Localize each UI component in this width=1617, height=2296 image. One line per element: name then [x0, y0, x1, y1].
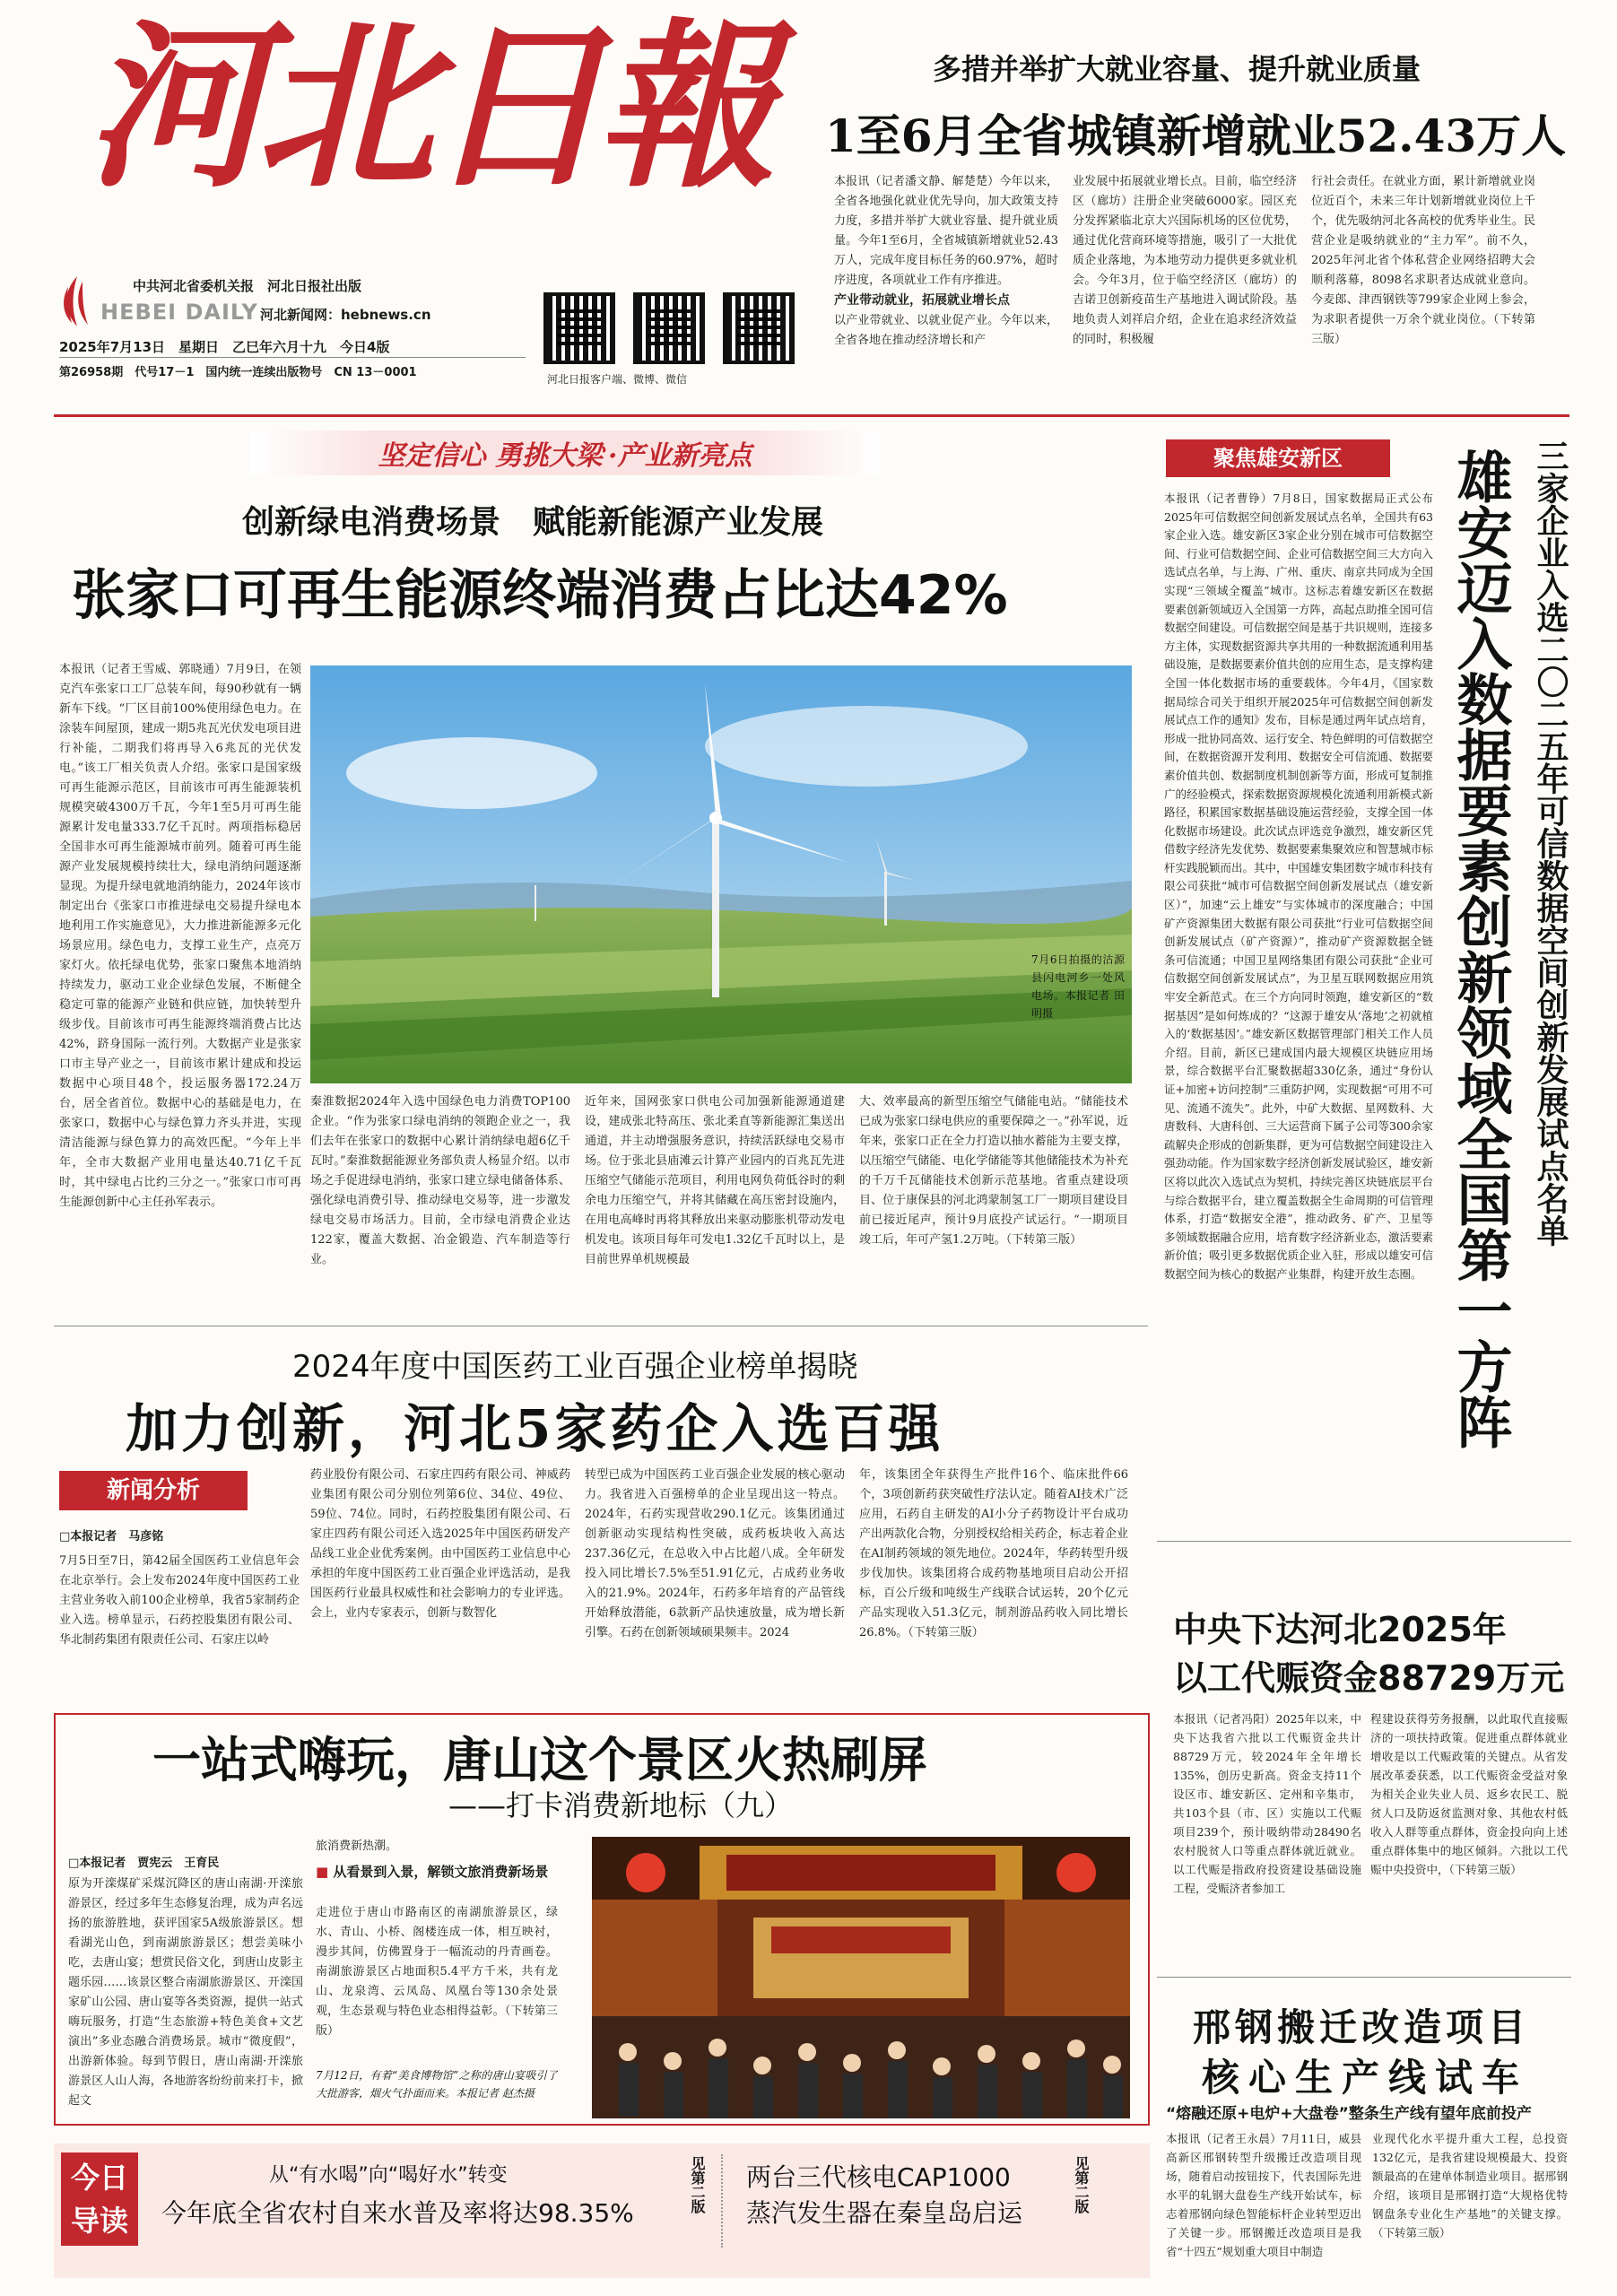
- series-banner: [251, 430, 879, 475]
- tangshan-col1: 原为开滦煤矿采煤沉降区的唐山南湖·开滦旅游景区，经过多年生态修复治理，成为声名远扬的旅游胜地，获评国家5A级旅游景区。想看湖光山色，到南湖旅游景区；想尝美味小吃，去唐山宴；想赏民俗文化，到唐山皮影主题乐园……该景区整合南湖旅游景区、开滦国家矿山公园、唐山宴等各类资源，提供一站式嗨玩服务，打造“生态旅游+特色美食+文艺演出”多业态融合消费场景。城市“微度假”，出游新体验。每到节假日，唐山南湖·开滦旅游景区人山人海，各地游客纷纷前来打卡，掀起文: [68, 1877, 303, 2108]
- guide-tag-line1: 今日: [70, 2161, 128, 2195]
- series-slogan: 坚定信心 勇挑大梁: [378, 440, 603, 472]
- masthead-title: 河北日報: [85, 2, 768, 213]
- guide-tag: [61, 2152, 138, 2246]
- tangshan-col2: 走进位于唐山市路南区的南湖旅游景区，绿水、青山、小桥、阁楼连成一体，相互映衬，漫步其间，仿佛置身于一幅流动的丹青画卷。南湖旅游景区占地面积5.4平方千米，共有龙山、龙泉湾、云凤岛、凤凰台等130余处景观，生态景观与特色业态相得益彰。（下转第三版）: [316, 1906, 558, 2038]
- steel-col2: 业现代化水平提升重大工程，总投资132亿元，是我省建设规模最大、投资额最高的在建单体制造业项目。据邢钢介绍，该项目是邢钢打造“大规格优特钢盘条专业化生产基地”的关键支撑。（下转第三版）: [1372, 2132, 1568, 2239]
- wind-farm-photo: [310, 665, 1132, 1083]
- funds-col1: 本报讯（记者冯阳）2025年以来，中央下达我省六批以工代赈资金共计88729万元，较2024年全年增长135%，创历史新高。资金支持11个设区市、雄安新区、定州和辛集市，共103个县（市、区）实施以工代赈项目239个，预计吸纳带动28490名农村脱贫人口等重点群体就近就业。以工代赈是指政府投资建设基础设施工程，受赈济者参加工: [1173, 1712, 1361, 1895]
- story1-col-c: 大、效率最高的新型压缩空气储能电站。“储能技术已成为张家口绿电供应的重要保障之一。”孙军说，近年来，张家口正在全力打造以抽水蓄能为主要支撑，以压缩空气储能、电化学储能等其他储能技术为补充的千万千瓦储能技术创新示范基地。省重点建设项目、位于康保县的河北鸿蒙制氢工厂一期项目建设目前已接近尾声，预计9月底投产试运行。“一期项目竣工后，年可产氢1.2万吨。（下转第三版）: [859, 1095, 1128, 1247]
- side-title: 雄安迈入数据要素创新领域全国第一方阵: [1447, 448, 1513, 1449]
- story1-col-b: 近年来，国网张家口供电公司加强新能源通道建设，建成张北特高压、张北柔直等新能源汇集送出通道，并主动增强服务意识，持续活跃绿电交易市场。位于张北县庙滩云计算产业园内的百兆瓦先进压缩空气储能示范项目，利用电网负荷低谷时的剩余电力压缩空气，并将其储藏在高压密封设施内，在用电高峰时再将其释放出来驱动膨胀机带动发电机发电。该项目每年可发电1.32亿千瓦时以上，是目前世界单机规模最: [585, 1095, 845, 1266]
- guide-item2-title[interactable]: 蒸汽发生器在秦皇岛启运: [746, 2198, 1023, 2228]
- steel-title-line1: 邢钢搬迁改造项目: [1193, 2005, 1531, 2049]
- story1-col-left: 本报讯（记者王雪威、郭晓通）7月9日，在领克汽车张家口工厂总装车间，每90秒就有一辆新车下线。“厂区目前100%使用绿色电力。在涂装车间屋顶，建成一期5兆瓦光伏发电项目进行补能，二期我们将再导入6兆瓦的光伏发电。”该工厂相关负责人介绍。张家口是国家级可再生能源示范区，目前该市可再生能源装机规模突破4300万千瓦，今年1至5月可再生能源累计发电量333.7亿千瓦时。两项指标稳居全国非水可再生能源城市前列。随着可再生能源产业发展规模持续壮大，绿电消纳问题逐渐显现。为提升绿电就地消纳能力，2024年该市制定出台《张家口市推进绿电交易提升绿电本地利用工作实施意见》，大力推进新能源多元化场景应用。绿色电力，支撑工业生产，点亮万家灯火。依托绿电优势，张家口聚焦本地消纳持续发力，驱动工业企业绿色发展，不断健全稳定可靠的能源产业链和供应链，加快转型升级步伐。目前该市可再生能源终端消费占比达42%，跻身国际一流行列。大数据产业是张家口市主导产业之一，目前该市累计建成和投运数据中心项目48个，投运服务器172.24万台，居全省首位。数据中心的基础是电力，在张家口，数据中心与绿色算力齐头并进，实现清洁能源与绿色算力的高效匹配。“今年上半年，全市大数据产业用电量达40.71亿千瓦时，其中绿电占比约三分之一。”张家口市可再生能源创新中心主任孙军表示。: [59, 663, 301, 1209]
- story1-kicker: 创新绿电消费场景 赋能新能源产业发展: [242, 504, 824, 541]
- tangshan-col2-top: 旅消费新热潮。: [316, 1839, 398, 1853]
- side-body: 本报讯（记者曹铮）7月8日，国家数据局正式公布2025年可信数据空间创新发展试点名单，全国共有63家企业入选。雄安新区3家企业分别在城市可信数据空间、行业可信数据空间、企业可信数据空间三大方向入选试点名单，与上海、广州、重庆、南京共同成为全国实现“三领域全覆盖”城市。这标志着雄安新区在数据要素创新领域迈入全国第一方阵，高起点助推全国可信数据空间建设。可信数据空间是基于共识规则，连接多方主体，实现数据资源共享共用的一种数据流通利用基础设施，是数据要素价值共创的应用生态，是支撑构建全国一体化数据市场的重要载体。今年4月，《国家数据局综合司关于组织开展2025年可信数据空间创新发展试点工作的通知》发布，目标是通过两年试点培育，形成一批协同高效、运行安全、特色鲜明的可信数据空间，在数据资源开发利用、数据安全可信流通、数据要素价值共创、数据制度机制创新等方面，形成可复制推广的经验模式，探索数据资源规模化流通利用新模式新路径，积累国家数据基础设施运营经验，支撑全国一体化数据市场建设。此次试点评选竞争激烈，雄安新区凭借数字经济先发优势、数据要素集聚效应和智慧城市标杆实践脱颖而出。其中，中国雄安集团数字城市科技有限公司获批“城市可信数据空间创新发展试点（雄安新区）”，加速“云上雄安”与实体城市的深度融合；中国矿产资源集团大数据有限公司获批“行业可信数据空间创新发展试点（矿产资源）”，推动矿产资源数据全链条可信流通；中国卫星网络集团有限公司获批“企业可信数据空间创新发展试点”，为卫星互联网数据应用筑牢安全新范式。在三个方向同时领跑，雄安新区的“数据基因”是如何炼成的？“这源于雄安从‘落地’之初就植入的‘数据基因’。”雄安新区数据管理部门相关工作人员介绍。目前，新区已建成国内最大规模区块链应用场景，综合数据平台汇聚数据超330亿条，通过“身份认证+加密+访问控制”三重防护网，实现数据“可用不可见、流通不流失”。此外，中矿大数据、星网数科、大唐数科、大唐科创、三大运营商下属子公司等300余家疏解央企形成的创新集群，更为可信数据空间建设注入强劲动能。作为国家数字经济创新发展试验区，雄安新区将以此次入选试点为契机，持续完善区块链底层平台与综合数据平台，建立覆盖数据全生命周期的可信管理体系，打造“数据安全港”，推动政务、矿产、卫星等多领域数据融合应用，培育数字经济新业态，激活要素新价值；吸引更多数据优质企业入驻，形成以雄安可信数据空间为核心的数据产业集群，构建开放生态圈。: [1164, 491, 1433, 1281]
- funds-col2: 程建设获得劳务报酬，以此取代直接赈济的一项扶持政策。促进重点群体就业增收是以工代赈政策的关键点。从省发展改革委获悉，以工代赈资金受益对象为相关企业失业人员、返乡农民工、脱贫人口及防返贫监测对象、其他农村低收入人群等重点群体，资金投向向上述重点群体集中的地区倾斜。六批以工代赈中央投资中，（下转第三版）: [1370, 1712, 1568, 1876]
- funds-title-line2: 以工代赈资金88729万元: [1173, 1658, 1565, 1698]
- funds-title-line1: 中央下达河北2025年: [1173, 1610, 1507, 1649]
- masthead-issue: 第26958期 代号17－1 国内统一连续出版物号 CN 13－0001: [59, 366, 417, 379]
- steel-sub: “熔融还原+电炉+大盘卷”整条生产线有望年底前投产: [1166, 2105, 1532, 2123]
- guide-item1-kicker[interactable]: 从“有水喝”向“喝好水”转变: [269, 2164, 508, 2187]
- story2-kicker: 2024年度中国医药工业百强企业榜单揭晓: [292, 1349, 858, 1385]
- masthead-site[interactable]: 河北新闻网：hebnews.cn: [260, 307, 431, 323]
- story2-byline: □本报记者 马彦铭: [59, 1530, 164, 1544]
- lead-title: 1至6月全省城镇新增就业52.43万人: [825, 109, 1567, 162]
- guide-separator: [721, 2154, 723, 2248]
- square-bullet-icon: ■: [316, 1864, 334, 1880]
- story2-col3: 转型已成为中国医药工业百强企业发展的核心驱动力。我省进入百强榜单的企业呈现出这一特点。2024年，石药实现营收290.1亿元。该集团通过创新驱动实现结构性突破，成药板块收入高达237.36亿元，在总收入中占比超八成。全年研发投入同比增长7.5%至51.91亿元，占成药业务收入的21.9%。2024年，石药多年培育的产品管线开始释放潜能，6款新产品快速放量，成为增长新引擎。石药在创新领域硕果频丰。2024: [585, 1468, 845, 1639]
- hebei-daily-logo: [56, 274, 99, 328]
- top-divider: [54, 414, 1569, 417]
- lead-col2: 业发展中拓展就业增长点。目前，临空经济区（廊坊）注册企业突破6000家。园区充分发挥紧临北京大兴国际机场的区位优势，通过优化营商环境等措施，吸引了一大批优质企业落地，为本地劳动力提供更多就业机会。今年3月，位于临空经济区（廊坊）的吉诺卫创新疫苗生产基地进入调试阶段。基地负责人刘祥启介绍，企业在追求经济效益的同时，积极履: [1073, 175, 1297, 346]
- lead-col1-subhead: 产业带动就业，拓展就业增长点: [834, 293, 1010, 308]
- guide-item2-ref[interactable]: 见第二版: [1073, 2156, 1090, 2213]
- story2-col4: 年，该集团全年获得生产批件16个、临床批件66个，3项创新药获突破性疗法认定。随着AI技术广泛应用，石药自主研发的AI小分子药物设计平台成功产出两款化合物，分别授权给相关药企，标志着企业在AI制药领域的领先地位。2024年，华药转型升级步伐加快。该集团将合成药物基地项目启动公开招标，百公斤级和吨级生产线联合试运转，20个亿元产品实现收入51.3亿元，制剂游品药收入同比增长26.8%。（下转第三版）: [859, 1468, 1128, 1639]
- tangshan-photo: [592, 1837, 1130, 2118]
- side-tag: 聚焦雄安新区: [1166, 439, 1390, 477]
- steel-col1: 本报讯（记者王永晨）7月11日，威县高新区邢钢转型升级搬迁改造项目现场，随着启动按钮按下，代表国际先进水平的轧钢大盘卷生产线开始试车，标志着邢钢向绿色智能标杆企业转型迈出了关键一步。邢钢搬迁改造项目是我省“十四五”规划重大项目中制造: [1166, 2132, 1361, 2258]
- qr-caption: 河北日报客户端、微博、微信: [547, 373, 688, 386]
- lead-col1: 本报讯（记者潘文静、解楚楚）今年以来，全省各地强化就业优先导向，加大政策支持力度，多措并举扩大就业容量、提升就业质量。今年1至6月，全省城镇新增就业52.43万人，完成年度目标任务的60.97%，超时序进度，各项就业工作有序推进。 产业带动就业，拓展就业增长点 以产业带就业、以就业促产业。今年以来，全省各地在推动经济增长和产: [834, 175, 1058, 347]
- tangshan-byline: □本报记者 贾宪云 王育民: [68, 1857, 220, 1870]
- masthead-divider: [59, 357, 526, 358]
- story2-title: 加力创新，河北5家药企入选百强: [126, 1398, 944, 1459]
- series-name: ·产业新亮点: [608, 440, 752, 472]
- qr-code-app[interactable]: [543, 292, 615, 364]
- steel-title-line2: 核心生产线试车: [1202, 2056, 1529, 2100]
- lead-col3: 行社会责任。在就业方面，累计新增就业岗位近百个，未来三年计划新增就业岗位上千个，优先吸纳河北各高校的优秀毕业生。民营企业是吸纳就业的“主力军”。前不久，2025年河北省个体私营企业网络招聘大会顺利落幕，8098名求职者达成就业意向。今麦郎、津西钢铁等799家企业网上参会，为求职者提供一万余个就业岗位。（下转第三版）: [1311, 175, 1535, 346]
- masthead-date: 2025年7月13日 星期日 乙巳年六月十九 今日4版: [59, 339, 390, 355]
- guide-item1-title[interactable]: 今年底全省农村自来水普及率将达98.35%: [161, 2198, 634, 2228]
- guide-tag-line2: 导读: [70, 2204, 128, 2238]
- lead-kicker: 多措并举扩大就业容量、提升就业质量: [933, 52, 1421, 86]
- guide-item2-kicker[interactable]: 两台三代核电CAP1000: [746, 2162, 1011, 2192]
- story2-col2: 药业股份有限公司、石家庄四药有限公司、神威药业集团有限公司分别位列第6位、34位、49位、59位、74位。同时，石药控股集团有限公司、石家庄四药有限公司还入选2025年中国医药研发产品线工业企业优秀案例。由中国医药工业信息中心承担的年度中国医药工业百强企业评选活动，是我国医药行业最具权威性和社会影响力的专业评选。会上，业内专家表示，创新与数智化: [310, 1468, 570, 1620]
- tangshan-caption: 7月12日，有着“美食博物馆”之称的唐山宴吸引了大批游客，烟火气扑面而来。本报记者 赵杰摄: [316, 2069, 558, 2100]
- tangshan-title: 一站式嗨玩，唐山这个景区火热刷屏: [152, 1731, 927, 1788]
- story1-title: 张家口可再生能源终端消费占比达42%: [72, 564, 1008, 627]
- tangshan-sub: ——打卡消费新地标（九）: [448, 1788, 794, 1822]
- tangshan-col2-subhead: ■ 从看景到入景，解锁文旅消费新场景: [316, 1864, 549, 1880]
- masthead-org: 中共河北省委机关报 河北日报社出版: [133, 278, 362, 294]
- qr-code-wechat[interactable]: [723, 292, 795, 364]
- story2-tag: 新闻分析: [59, 1471, 248, 1510]
- right-divider: [1157, 1541, 1571, 1542]
- story1-col-a: 秦淮数据2024年入选中国绿色电力消费TOP100企业。“作为张家口绿电消纳的领跑企业之一，我们去年在张家口的数据中心累计消纳绿电超6亿千瓦时。”秦淮数据能源业务部负责人杨显介绍。以市场之手促进绿电消纳，张家口建立绿电储备体系、强化绿电消费引导、推动绿电交易等，进一步激发绿电交易市场活力。目前，全市绿电消费企业达122家，覆盖大数据、冶金锻造、汽车制造等行业。: [310, 1095, 570, 1266]
- wind-farm-caption: 7月6日拍摄的沽源县闪电河乡一处风电场。本报记者 田明摄: [1031, 953, 1125, 1020]
- steel-divider: [1157, 1977, 1571, 1978]
- story2-col1: 7月5日至7日，第42届全国医药工业信息年会在北京举行。会上发布2024年度中国医药工业主营业务收入前100企业榜单，我省5家制药企业入选。榜单显示，石药控股集团有限公司、华北制药集团有限责任公司、石家庄以岭: [59, 1554, 300, 1647]
- qr-code-weibo[interactable]: [633, 292, 705, 364]
- masthead-english: HEBEI DAILY: [100, 300, 258, 325]
- guide-item1-ref[interactable]: 见第二版: [689, 2156, 706, 2213]
- side-kicker: 三家企业入选二〇二五年可信数据空间创新发展试点名单: [1532, 439, 1569, 1247]
